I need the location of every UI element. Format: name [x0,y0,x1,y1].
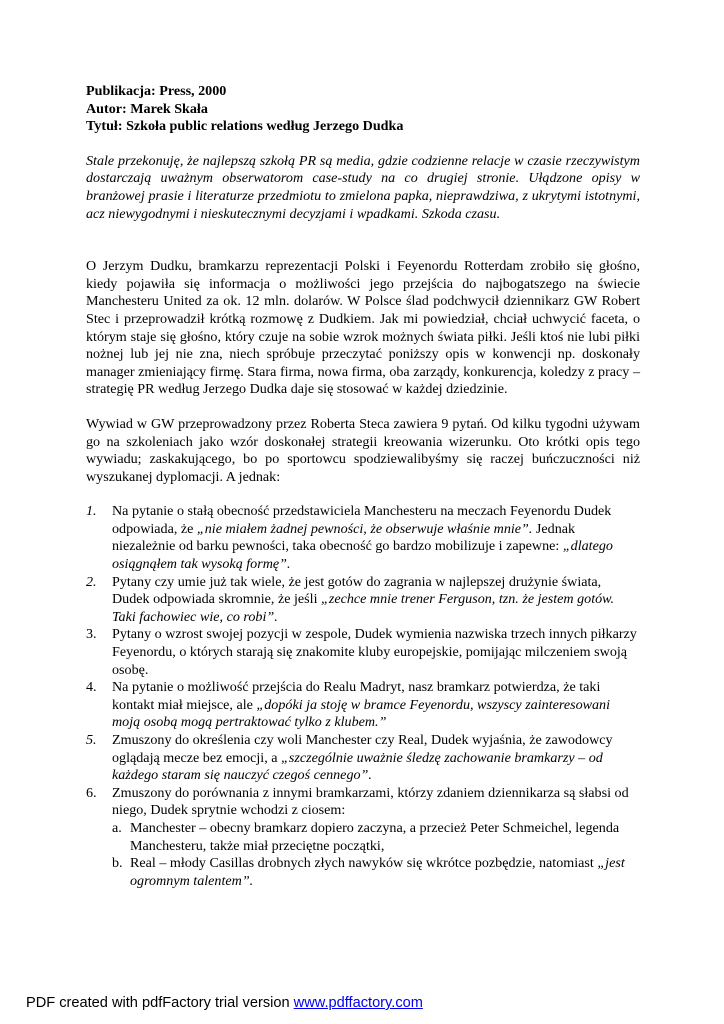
sublist-letter: b. [112,855,123,872]
quote: „dopóki ja stoję w bramce Feyenordu, wszyscy zainteresowani moją osobą mogą pertraktować tylko z klubem.” [112,696,611,731]
body-paragraph-1: O Jerzym Dudku, bramkarzu reprezentacji Polski i Feyenordu Rotterdam zrobiło się głośno, kiedy pojawiła się informacja o możliwości jego przejścia do najbogatszego na świecie Manchesteru United za ok. 12 mln. dolarów. W Polsce ślad podchwycił dziennikarz GW Robert Stec i przeprowadził krótką rozmowę z Dudkiem. Jak mi powiedział, chciał uchwycić faceta, o którym staje się głośno, który czuje na sobie wzrok możnych świata piłki. Jeśli ktoś nie lubi piłki nożnej lub jej nie zna, niech spróbuje przeczytać poniższy opis w konwencji np. doskonały manager zmieniający firmę. Stara firma, nowa firma, oba zarządy, konkurencja, koledzy z pracy – strategię PR według Jerzego Dudka daje się stosować w każdej dziedzinie. [86,258,640,398]
pdffactory-link[interactable]: www.pdffactory.com [293,995,423,1011]
sublist-text: Manchester – obecny bramkarz dopiero zaczyna, a przecież Peter Schmeichel, legenda Manchesteru, także miał przeciętne początki, [130,819,620,854]
footer-text: PDF created with pdfFactory trial version [26,995,294,1011]
interview-points-list [86,503,640,890]
publication-line: Publikacja: Press, 2000 [86,83,227,99]
goalkeeper-comparison-sublist [112,820,640,890]
list-text: Jednak niezależnie od barku pewności, taka obecność go bardzo mobilizuje i zapewne: [112,520,576,555]
list-number: 6. [86,784,97,801]
author-line: Autor: Marek Skała [86,100,208,117]
quote: „jest ogromnym talentem”. [130,855,625,889]
sublist-item [112,855,640,890]
list-text: Na pytanie o możliwość przejścia do Realu Madryt, nasz bramkarz potwierdza, że taki kontakt miał miejsce, ale [112,679,601,713]
quote: „szczególnie uważnie śledzę zachowanie bramkarzy – od każdego staram się nauczyć czegoś cennego”. [112,749,603,784]
intro-paragraph: Stale przekonuję, że najlepszą szkołą PR są media, gdzie codzienne relacje w czasie rzeczywistym dostarczają uważnym obserwatorom case-study na co drugiej stronie. Ułądzone opisy w branżowej prasie i literaturze przedmiotu to zmielona papka, nieprawdziwa, z ukrytymi istotnymi, acz niewygodnymi i nieskutecznymi decyzjami i wpadkami. Szkoda czasu. [86,152,640,222]
list-number: 2. [86,573,97,590]
document-page [86,83,640,890]
title-line: Tytuł: Szkoła public relations według Jerzego Dudka [86,118,404,135]
list-item [86,574,640,627]
sublist-letter: a. [112,819,122,836]
body-paragraph-2: Wywiad w GW przeprowadzony przez Roberta Steca zawiera 9 pytań. Od kilku tygodni używam go na szkoleniach jako wzór doskonałej strategii kreowania wizerunku. Oto krótki opis tego wywiadu; zaskakującego, bo po sportowcu spodziewalibyśmy się raczej buńczuczności niż wyszukanej dyplomacji. A jednak: [86,415,640,485]
list-number: 4. [86,679,97,696]
list-item [86,626,640,679]
list-text: Na pytanie o stałą obecność przedstawiciela Manchesteru na meczach Feyenordu Dudek odpowiada, że [112,503,612,537]
list-number: 3. [86,626,97,643]
list-item [86,732,640,785]
quote: „zechce mnie trener Ferguson, tzn. że jestem gotów. Taki fachowiec wie, co robi”. [112,591,615,625]
list-text: Zmuszony do porównania z innymi bramkarzami, którzy zdaniem dziennikarza są słabsi od niego, Dudek sprytnie wchodzi z ciosem: [112,784,629,819]
sublist-item [112,820,640,855]
quote: „nie miałem żadnej pewności, że obserwuje właśnie mnie”. [196,520,533,537]
pdf-footer [26,994,423,1012]
list-item [86,503,640,573]
list-item [86,785,640,891]
list-item [86,679,640,732]
list-text: Zmuszony do określenia czy woli Manchester czy Real, Dudek wyjaśnia, że zawodowcy oglądają mecze bez emocji, a [112,732,613,766]
quote: „dlatego osiągnąłem tak wysoką formę”. [112,538,613,573]
list-text: Pytany o wzrost swojej pozycji w zespole, Dudek wymienia nazwiska trzech innych piłkarzy Feyenordu, o których starają się znakomite kluby europejskie, pomijając milczeniem swoją osobę. [112,626,637,678]
list-number: 5. [86,732,97,748]
list-number: 1. [86,503,97,520]
sublist-text: Real – młody Casillas drobnych złych nawyków się wkrótce pozbędzie, natomiast [130,855,598,872]
list-text: Pytany czy umie już tak wiele, że jest gotów do zagrania w najlepszej drużynie świata, Dudek odpowiada skromnie, że jeśli [112,573,602,608]
